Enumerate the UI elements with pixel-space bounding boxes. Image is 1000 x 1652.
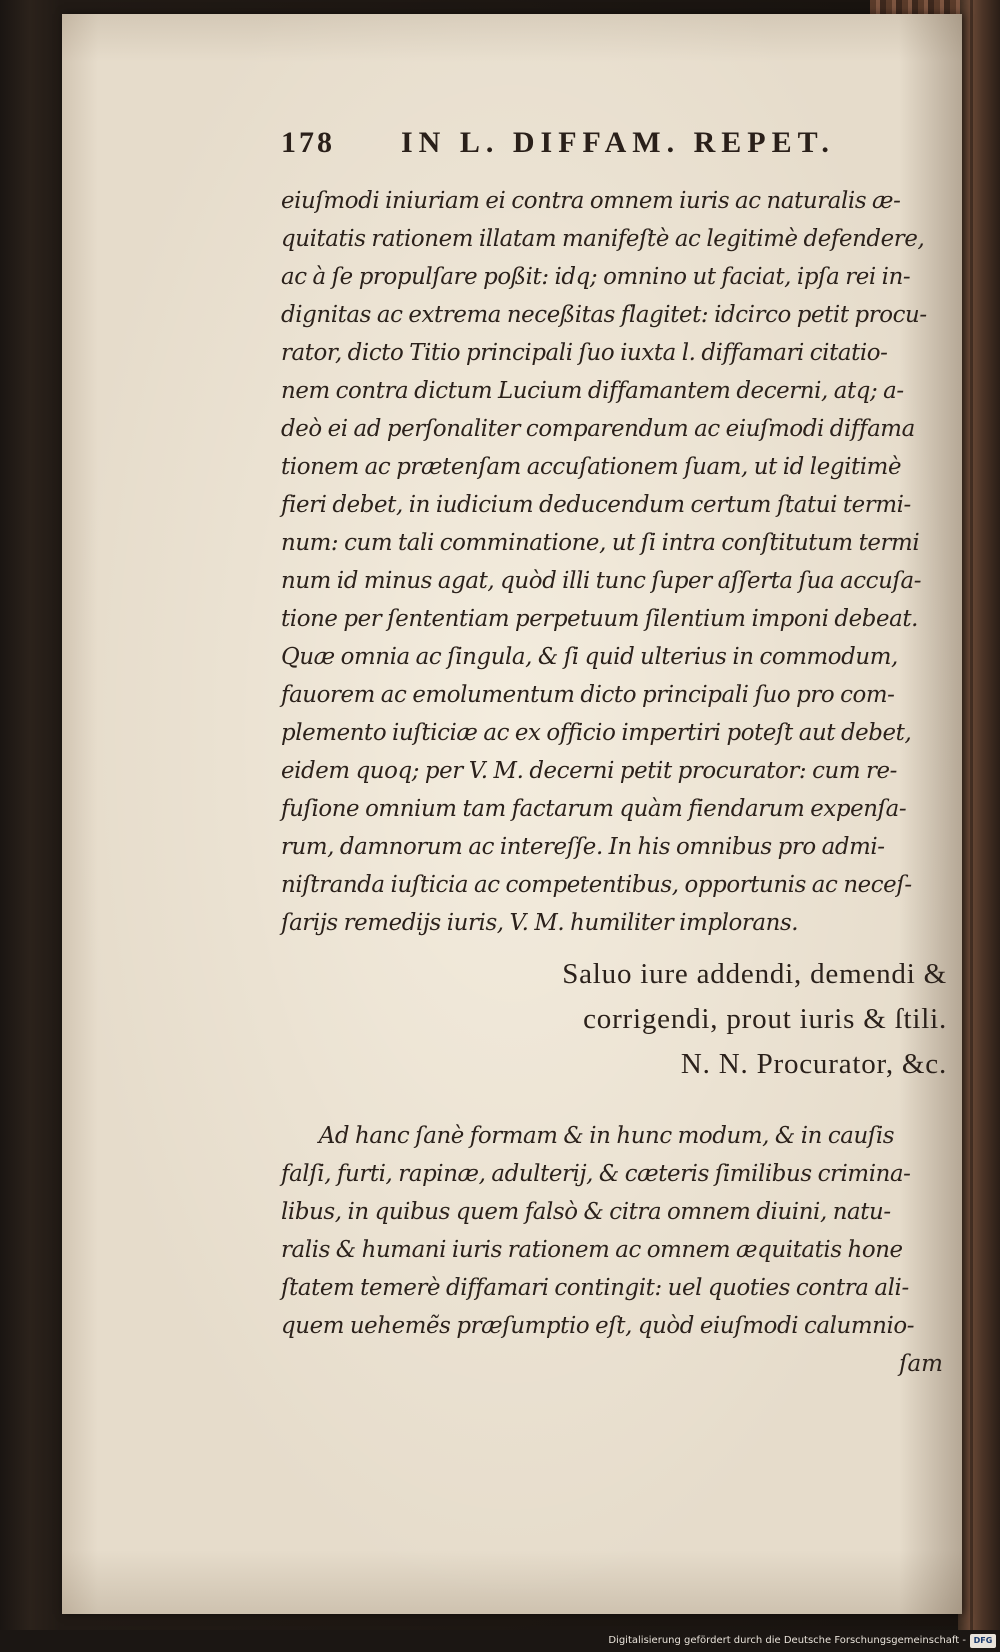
text-line: Ad hanc ſanè formam & in hunc modum, & in cauſis	[318, 1123, 895, 1149]
text-line: plemento iuſticiæ ac ex officio impertiri poteſt aut debet,	[281, 720, 912, 746]
text-line: nem contra dictum Lucium diffamantem decerni, atq; a-	[281, 378, 904, 404]
text-line: ſarijs remedijs iuris, V. M. humiliter implorans.	[281, 910, 799, 936]
text-line: ralis & humani iuris rationem ac omnem æquitatis hone	[281, 1237, 903, 1263]
text-line: dignitas ac extrema neceßitas flagitet: idcirco petit procu-	[281, 302, 927, 328]
text-line: niſtranda iuſticia ac competentibus, opportunis ac neceſ-	[281, 872, 912, 898]
text-line: eidem quoq; per V. M. decerni petit procurator: cum re-	[281, 758, 898, 784]
book-edge	[958, 0, 1000, 1652]
digitization-footer	[0, 1630, 1000, 1652]
funding-credit: Digitalisierung gefördert durch die Deutsche Forschungsgemeinschaft -	[608, 1635, 966, 1646]
text-line: deò ei ad perſonaliter comparendum ac eiuſmodi diffama	[281, 416, 915, 442]
text-line: ſtatem temerè diffamari contingit: uel quoties contra ali-	[281, 1275, 909, 1301]
dfg-logo: DFG	[970, 1634, 996, 1648]
text-line: rator, dicto Titio principali ſuo iuxta l. diffamari citatio-	[281, 340, 888, 366]
text-line: libus, in quibus quem falsò & citra omnem diuini, natu-	[281, 1199, 891, 1225]
text-line: fauorem ac emolumentum dicto principali ſuo pro com-	[281, 682, 895, 708]
text-line: quitatis rationem illatam manifeſtè ac legitimè defendere,	[281, 226, 925, 252]
text-line: rum, damnorum ac intereſſe. In his omnibus pro admi-	[281, 834, 885, 860]
book-page	[62, 14, 962, 1614]
text-line: tionem ac prætenſam accuſationem ſuam, ut id legitimè	[281, 454, 902, 480]
closing-line: N. N. Procurator, &c.	[680, 1048, 947, 1080]
closing-line: corrigendi, prout iuris & ſtili.	[583, 1003, 947, 1035]
text-line: num: cum tali comminatione, ut ſi intra conſtitutum termi	[281, 530, 920, 556]
text-line: quem uehemẽs præſumptio eſt, quòd eiuſmodi calumnio-	[281, 1313, 915, 1339]
text-line: ac à ſe propulſare poßit: idq; omnino ut faciat, ipſa rei in-	[281, 264, 911, 290]
text-line: fuſione omnium tam factarum quàm fiendarum expenſa-	[281, 796, 907, 822]
page-text-block	[281, 126, 953, 1383]
catchword: ſam	[898, 1351, 943, 1377]
text-line: fieri debet, in iudicium deducendum certum ſtatui termi-	[281, 492, 911, 518]
text-line: num id minus agat, quòd illi tunc ſuper aſſerta ſua accuſa-	[281, 568, 922, 594]
running-head-title: IN L. DIFFAM. REPET.	[401, 126, 835, 159]
closing-line: Saluo iure addendi, demendi &	[562, 958, 947, 990]
text-line: tione per ſententiam perpetuum ſilentium imponi debeat.	[281, 606, 918, 632]
closing-formula	[281, 952, 953, 1087]
paragraph-1	[281, 182, 953, 942]
paragraph-2	[281, 1117, 953, 1345]
page-number: 178	[281, 126, 335, 159]
text-line: falſi, furti, rapinæ, adulterij, & cæteris ſimilibus crimina-	[281, 1161, 911, 1187]
text-line: eiuſmodi iniuriam ei contra omnem iuris ac naturalis æ-	[281, 188, 901, 214]
running-head	[281, 126, 953, 182]
text-line: Quæ omnia ac ſingula, & ſi quid ulterius in commodum,	[281, 644, 898, 670]
